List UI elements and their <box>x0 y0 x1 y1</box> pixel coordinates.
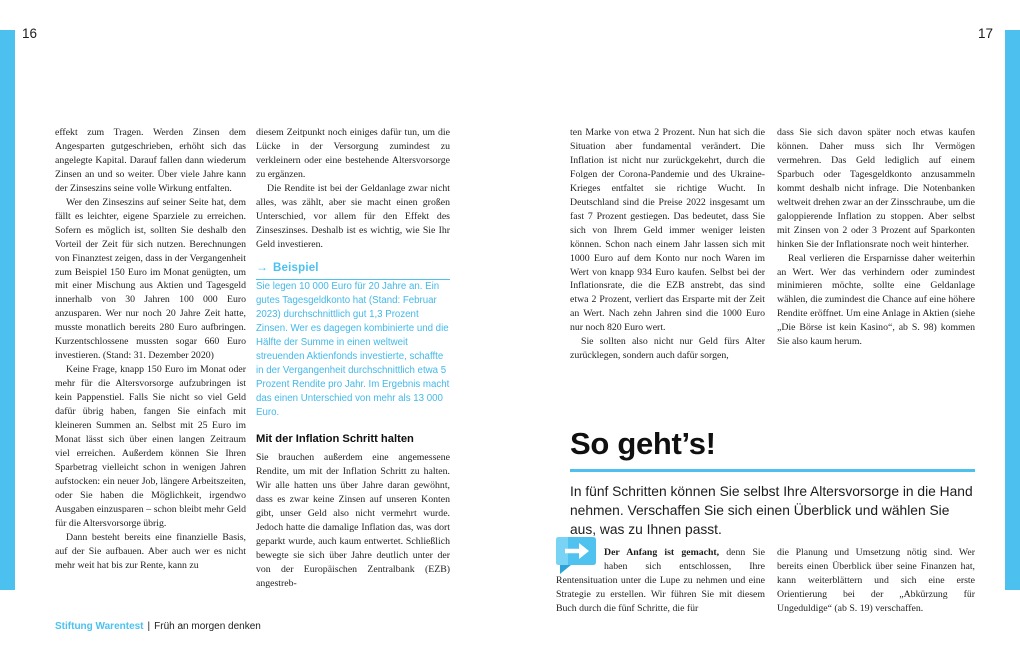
body-paragraph: ten Marke von etwa 2 Prozent. Nun hat sich die Situation aber fundamental verändert. Die Inflation ist nicht nur zurückgekehrt, durch die Folgen der Corona-Pandemie und des Ukraine-Krieges entfaltet sie richtige Wucht. In Deutschland sind die Preise 2022 insgesamt um fast 7 Prozent gestiegen. Das bedeutet, dass Sie sich von Ihrem Geld immer weniger leisten können. Schon nach einem Jahr lassen sich mit 1000 Euro auf dem Konto nur noch Waren im Wert von knapp 934 Euro kaufen. Selbst bei der Inflationsrate, die die EZB anstrebt, das sind etwa 2 Prozent, verliert das Ersparte mit der Zeit an Wert. Nach zehn Jahren sind die 1000 Euro nur noch 820 Euro wert. <box>570 127 765 334</box>
right-page-column-2 <box>777 126 975 349</box>
page-number-right: 17 <box>977 26 993 41</box>
step-column-2 <box>777 536 975 625</box>
right-page-column-1 <box>570 126 765 363</box>
inflation-subheading: Mit der Inflation Schritt halten <box>256 433 414 446</box>
example-body: Sie legen 10 000 Euro für 20 Jahre an. Ein gutes Tagesgeldkonto hat (Stand: Februar 2023) durchschnittlich gut 1,3 Prozent Zinsen. Wer es dagegen kombinierte und die Hälfte der Summe in einen weltweit streuenden Aktienfonds investierte, schaffte in der Vergangenheit durchschnittlich etwa 5 Prozent Rendite pro Jahr. Im Ergebnis macht das einen Unterschied von mehr als 13 000 Euro. <box>256 280 450 419</box>
step-text: denn Sie haben sich entschlossen, Ihre Rentensituation unter die Lupe zu nehmen und eine Strategie zu erstellen. Wir führen Sie mit diesem Buch durch die fünf Schritte, die für <box>556 546 765 614</box>
body-paragraph: Real verlieren die Ersparnisse daher weiterhin an Wert. Wer das verhindern oder zumindest minimieren möchte, sollte eine Geldanlage wählen, die zumindest die Chance auf eine höhere Rendite eröffnet. Um eine Anlage in Aktien (siehe „Die Börse ist kein Kasino“, ab S. 98) kommen Sie also kaum herum. <box>777 252 975 348</box>
step-column-1 <box>556 536 765 625</box>
body-paragraph: dass Sie sich davon später noch etwas kaufen können. Daher muss sich Ihr Vermögen vermehren. Das Geld lediglich auf einem Sparbuch oder Tagesgeldkonto anzusammeln kommt deshalb nicht infrage. Die Notenbanken weltweit drehen zwar an der Zinsschraube, um die galoppierende Inflation zu stoppen. Aber selbst mit Zinsen von 2 oder 3 Prozent auf Sparkonten hinken Sie der Inflationsrate noch weit hinterher. <box>777 127 975 250</box>
left-page-column-2 <box>256 126 450 591</box>
body-paragraph: diesem Zeitpunkt noch einiges dafür tun, um die Lücke in der Versorgung zumindest zu verkleinern oder eine bestehende Altersvorsorge zu ergänzen. <box>256 127 450 180</box>
body-paragraph: Wer den Zinseszins auf seiner Seite hat, dem fällt es leichter, eigene Sparziele zu erreichen. Sofern es möglich ist, sollten Sie deshalb den Vorteil der Zeit für sich nutzen. Berechnungen von Finanztest zeigen, dass in der Vergangenheit zum Beispiel 150 Euro im Monat genügten, um mit einer Mischung aus Aktien und Tagesgeld innerhalb von 30 Jahren 100 000 Euro anzusparen. Wer nur noch 20 Jahre Zeit hatte, musste monatlich bereits 280 Euro aufbringen. Kurzentschlossene mussten sogar 660 Euro investieren. (Stand: 31. Dezember 2020) <box>55 196 246 362</box>
footer-divider: | <box>147 621 151 632</box>
right-arrow-icon: → <box>256 259 268 274</box>
example-label: Beispiel <box>273 261 319 274</box>
section-title: So geht’s! <box>570 426 716 461</box>
section-intro: In fünf Schritten können Sie selbst Ihre Altersvorsorge in die Hand nehmen. Verschaffen Sie sich einen Überblick und wählen Sie aus, was zu Ihnen passt. <box>570 484 973 537</box>
section-underline <box>570 469 975 472</box>
footer-brand: Stiftung Warentest <box>55 621 144 632</box>
step-lead-bold: Der Anfang ist gemacht, <box>604 546 720 558</box>
body-paragraph: Die Rendite ist bei der Geldanlage zwar nicht alles, was zählt, aber sie macht einen großen Unterschied, vor allem für den Effekt des Zinseszinses. Deshalb ist es wichtig, wie Sie Ihr Geld investieren. <box>256 182 450 250</box>
example-box <box>256 261 450 421</box>
left-page-edge-bar <box>0 30 15 590</box>
body-paragraph: Keine Frage, knapp 150 Euro im Monat oder mehr für die Altersvorsorge aufzubringen ist kein Pappenstiel. Falls Sie nicht so viel Geld dafür übrig haben, fangen Sie einfach mit kleineren Summen an. Selbst mit 25 Euro im Monat lässt sich über einen langen Zeitraum viel erreichen. Außerdem können Sie Ihren Sparbetrag vielleicht schon in wenigen Jahren aufstocken: ein neuer Job, längere Arbeitszeiten, oder Sie haben die Möglichkeit, irgendwo Ausgaben einzusparen – schon bleibt mehr Geld für die Altersvorsorge übrig. <box>55 364 246 529</box>
page-footer <box>55 621 261 632</box>
footer-book-title: Früh an morgen denken <box>154 621 261 632</box>
body-paragraph: effekt zum Tragen. Werden Zinsen dem Angesparten gutgeschrieben, erhöht sich das angelegte Kapital. Darauf fallen dann wiederum Zinsen an und so weiter. Über viele Jahre kann der Zinseszins seine volle Wirkung entfalten. <box>55 127 246 194</box>
body-paragraph: Sie sollten also nicht nur Geld fürs Alter zurücklegen, sondern auch dafür sorgen, <box>570 336 765 362</box>
example-heading <box>256 261 450 280</box>
right-page-edge-bar <box>1005 30 1020 590</box>
section-header <box>570 426 975 553</box>
step-paragraph: die Planung und Umsetzung nötig sind. Wer bereits einen Überblick über seine Finanzen hat, kann weiterblättern und sich eine erste Orientierung bei der „Abkürzung für Ungeduldige“ (ab S. 19) verschaffen. <box>777 546 975 614</box>
body-paragraph: Dann besteht bereits eine finanzielle Basis, auf der Sie aufbauen. Aber auch wer es nicht mehr weit hat bis zur Rente, kann zu <box>55 531 246 571</box>
arrow-speech-bubble-icon <box>556 537 600 567</box>
body-paragraph: Sie brauchen außerdem eine angemessene Rendite, um mit der Inflation Schritt zu halten. Wir alle hatten uns über Jahre daran gewöhnt, dass es zwar keine Zinsen auf unseren Konten gibt, unser Geld also nicht vermehrt wurde. Jedoch hatte die damalige Inflation das, was dort geparkt wurde, auch kaum entwertet. Schließlich bewegte sie sich über Jahre deutlich unter der von der Europäischen Zentralbank (EZB) angestreb- <box>256 452 450 589</box>
page-number-left: 16 <box>22 26 38 41</box>
left-page-column-1 <box>55 126 246 573</box>
